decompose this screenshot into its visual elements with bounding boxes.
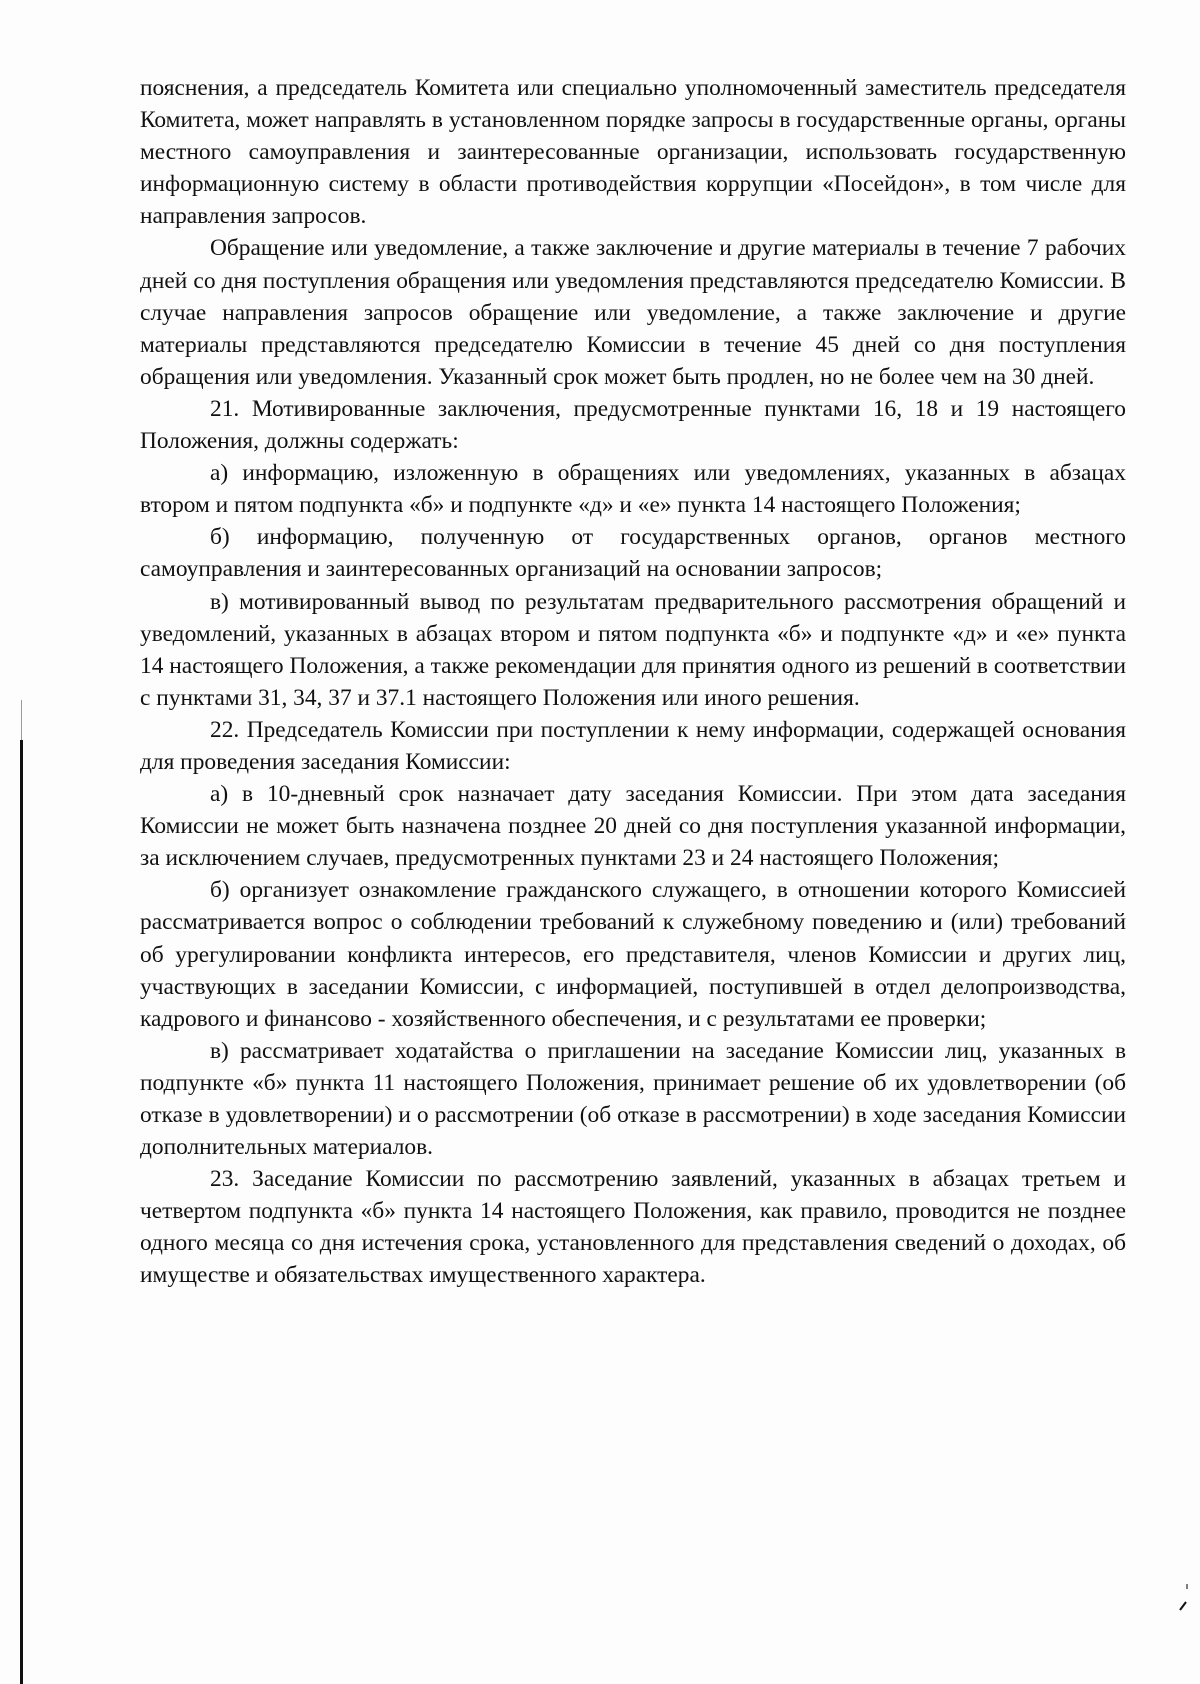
paragraph-21: 21. Мотивированные заключения, предусмотренные пунктами 16, 18 и 19 настоящего Положения, должны содержать: bbox=[140, 395, 1126, 455]
paragraph-22-b: б) организует ознакомление гражданского служащего, в отношении которого Комиссией рассматривается вопрос о соблюдении требований к служебному поведению и (или) требований об урегулировании конфликта интересов, его представителя, членов Комиссии и других лиц, участвующих в заседании Комиссии, с информацией, поступившей в отдел делопроизводства, кадрового и финансово - хозяйственного обеспечения, и с результатами ее проверки; bbox=[140, 877, 1126, 1032]
paragraph-21-v: в) мотивированный вывод по результатам предварительного рассмотрения обращений и уведомлений, указанных в абзацах втором и пятом подпункта «б» и подпункте «д» и «е» пункта 14 настоящего Положения, а также рекомендации для принятия одного из решений в соответствии с пунктами 31, 34, 37 и 37.1 настоящего Положения или иного решения. bbox=[140, 588, 1126, 711]
scan-edge-shadow bbox=[21, 700, 22, 740]
paragraph-23: 23. Заседание Комиссии по рассмотрению заявлений, указанных в абзацах третьем и четвертом подпункта «б» пункта 14 настоящего Положения, как правило, проводится не позднее одного месяца со дня истечения срока, установленного для представления сведений о доходах, об имуществе и обязательствах имущественного характера. bbox=[140, 1166, 1126, 1289]
scan-speck-mark bbox=[1176, 1580, 1190, 1620]
paragraph-continuation: пояснения, а председатель Комитета или специально уполномоченный заместитель председателя Комитета, может направлять в установленном порядке запросы в государственные органы, органы местного самоуправления и заинтересованные организации, использовать государственную информационную систему в области противодействия коррупции «Посейдон», в том числе для направления запросов. bbox=[140, 75, 1126, 230]
paragraph-terms: Обращение или уведомление, а также заключение и другие материалы в течение 7 рабочих дней со дня поступления обращения или уведомления представляются председателю Комиссии. В случае направления запросов обращение или уведомление, а также заключение и другие материалы представляются председателю Комиссии в течение 45 дней со дня поступления обращения или уведомления. Указанный срок может быть продлен, но не более чем на 30 дней. bbox=[140, 235, 1126, 390]
paragraph-22: 22. Председатель Комиссии при поступлении к нему информации, содержащей основания для проведения заседания Комиссии: bbox=[140, 716, 1126, 775]
paragraph-21-b: б) информацию, полученную от государственных органов, органов местного самоуправления и заинтересованных организаций на основании запросов; bbox=[140, 524, 1126, 583]
document-body bbox=[140, 72, 1126, 1292]
paragraph-22-a: а) в 10-дневный срок назначает дату заседания Комиссии. При этом дата заседания Комиссии не может быть назначена позднее 20 дней со дня поступления указанной информации, за исключением случаев, предусмотренных пунктами 23 и 24 настоящего Положения; bbox=[140, 781, 1126, 872]
paragraph-21-a: а) информацию, изложенную в обращениях или уведомлениях, указанных в абзацах втором и пятом подпункта «б» и подпункте «д» и «е» пункта 14 настоящего Положения; bbox=[140, 460, 1126, 519]
paragraph-22-v: в) рассматривает ходатайства о приглашении на заседание Комиссии лиц, указанных в подпункте «б» пункта 11 настоящего Положения, принимает решение об их удовлетворении (об отказе в удовлетворении) и о рассмотрении (об отказе в рассмотрении) в ходе заседания Комиссии дополнительных материалов. bbox=[140, 1037, 1126, 1161]
scan-edge-line bbox=[20, 740, 23, 1684]
